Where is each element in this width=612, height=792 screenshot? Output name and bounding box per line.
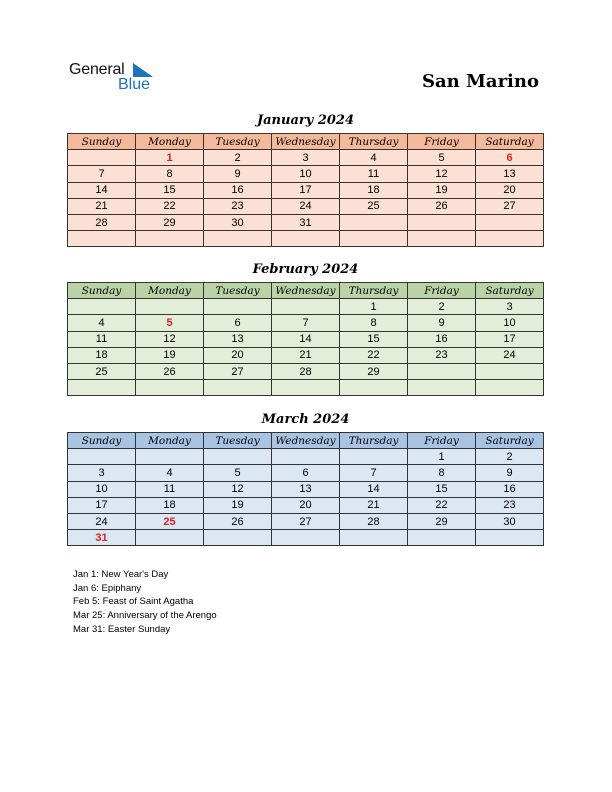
weekday-header: Tuesday (204, 134, 272, 150)
day-cell (272, 299, 340, 315)
day-cell: 18 (340, 182, 408, 198)
day-cell (340, 214, 408, 230)
day-cell: 28 (340, 513, 408, 529)
day-cell (68, 150, 136, 166)
weekday-header: Wednesday (272, 433, 340, 449)
weekday-header: Thursday (340, 134, 408, 150)
weekday-header: Monday (136, 433, 204, 449)
week-row (68, 150, 544, 166)
day-cell (136, 231, 204, 247)
weekday-header: Wednesday (272, 134, 340, 150)
day-cell (408, 231, 476, 247)
holiday-item: Mar 31: Easter Sunday (73, 623, 171, 635)
day-cell: 17 (68, 497, 136, 513)
logo (69, 61, 169, 97)
month-title-march: March 2024 (261, 412, 350, 427)
week-row (68, 363, 544, 379)
day-cell (340, 380, 408, 396)
day-cell: 8 (340, 315, 408, 331)
day-cell: 1 (136, 150, 204, 166)
weekday-header: Friday (408, 134, 476, 150)
day-cell (204, 380, 272, 396)
week-row (68, 315, 544, 331)
holiday-list (73, 568, 217, 637)
holiday-item: Feb 5: Feast of Saint Agatha (73, 596, 194, 608)
day-cell: 9 (408, 315, 476, 331)
day-cell: 8 (136, 166, 204, 182)
day-cell (476, 530, 544, 546)
day-cell: 26 (136, 363, 204, 379)
day-cell: 13 (272, 481, 340, 497)
day-cell (204, 449, 272, 465)
week-row (68, 198, 544, 214)
weekday-header: Friday (408, 283, 476, 299)
day-cell: 27 (272, 513, 340, 529)
day-cell (68, 299, 136, 315)
holiday-item: Jan 1: New Year's Day (73, 569, 169, 580)
day-cell (408, 380, 476, 396)
day-cell (136, 299, 204, 315)
day-cell: 26 (408, 198, 476, 214)
day-cell: 18 (68, 347, 136, 363)
day-cell: 9 (476, 465, 544, 481)
weekday-header: Sunday (68, 283, 136, 299)
weekday-header: Saturday (476, 134, 544, 150)
week-row (68, 497, 544, 513)
week-row (68, 299, 544, 315)
day-cell: 25 (68, 363, 136, 379)
week-row (68, 481, 544, 497)
day-cell: 10 (68, 481, 136, 497)
day-cell: 3 (68, 465, 136, 481)
weekday-header-row (68, 134, 544, 150)
month-title-february: February 2024 (252, 262, 359, 277)
weekday-header: Thursday (340, 283, 408, 299)
day-cell: 31 (68, 530, 136, 546)
day-cell: 11 (68, 331, 136, 347)
day-cell: 12 (408, 166, 476, 182)
day-cell (408, 214, 476, 230)
day-cell (476, 214, 544, 230)
day-cell (204, 530, 272, 546)
day-cell: 18 (136, 497, 204, 513)
day-cell: 23 (476, 497, 544, 513)
logo-word-blue: Blue (118, 76, 151, 93)
week-row (68, 231, 544, 247)
day-cell: 7 (68, 166, 136, 182)
day-cell: 16 (408, 331, 476, 347)
day-cell: 23 (408, 347, 476, 363)
weekday-header: Sunday (68, 433, 136, 449)
month-title-january: January 2024 (256, 113, 354, 128)
day-cell (476, 380, 544, 396)
weekday-header: Saturday (476, 433, 544, 449)
day-cell: 21 (340, 497, 408, 513)
day-cell (408, 530, 476, 546)
weekday-header: Monday (136, 134, 204, 150)
day-cell: 28 (272, 363, 340, 379)
day-cell: 19 (204, 497, 272, 513)
weekday-header: Sunday (68, 134, 136, 150)
day-cell (136, 449, 204, 465)
day-cell: 15 (136, 182, 204, 198)
day-cell: 27 (476, 198, 544, 214)
day-cell: 29 (408, 513, 476, 529)
day-cell: 15 (408, 481, 476, 497)
day-cell (68, 449, 136, 465)
day-cell: 19 (408, 182, 476, 198)
day-cell (204, 231, 272, 247)
day-cell: 22 (136, 198, 204, 214)
day-cell: 3 (476, 299, 544, 315)
day-cell: 5 (408, 150, 476, 166)
week-row (68, 530, 544, 546)
day-cell: 17 (272, 182, 340, 198)
day-cell: 30 (204, 214, 272, 230)
day-cell: 4 (340, 150, 408, 166)
weekday-header: Tuesday (204, 283, 272, 299)
day-cell (68, 231, 136, 247)
day-cell: 16 (476, 481, 544, 497)
week-row (68, 166, 544, 182)
weekday-header: Monday (136, 283, 204, 299)
weekday-header: Thursday (340, 433, 408, 449)
day-cell: 20 (476, 182, 544, 198)
day-cell: 8 (408, 465, 476, 481)
day-cell: 5 (136, 315, 204, 331)
week-row (68, 182, 544, 198)
day-cell: 21 (272, 347, 340, 363)
day-cell: 25 (340, 198, 408, 214)
day-cell: 27 (204, 363, 272, 379)
day-cell: 20 (272, 497, 340, 513)
week-row (68, 465, 544, 481)
day-cell: 24 (272, 198, 340, 214)
day-cell: 14 (340, 481, 408, 497)
day-cell: 24 (68, 513, 136, 529)
day-cell (340, 231, 408, 247)
day-cell (68, 380, 136, 396)
day-cell: 12 (136, 331, 204, 347)
day-cell (272, 231, 340, 247)
day-cell: 19 (136, 347, 204, 363)
day-cell: 7 (340, 465, 408, 481)
day-cell (476, 231, 544, 247)
day-cell: 26 (204, 513, 272, 529)
day-cell: 2 (408, 299, 476, 315)
weekday-header: Friday (408, 433, 476, 449)
calendar-february (67, 282, 544, 396)
day-cell (204, 299, 272, 315)
day-cell: 11 (136, 481, 204, 497)
day-cell: 4 (136, 465, 204, 481)
day-cell (340, 530, 408, 546)
day-cell (136, 530, 204, 546)
day-cell: 28 (68, 214, 136, 230)
day-cell: 20 (204, 347, 272, 363)
holiday-item: Jan 6: Epiphany (73, 582, 142, 594)
day-cell: 6 (476, 150, 544, 166)
day-cell: 14 (272, 331, 340, 347)
day-cell: 2 (204, 150, 272, 166)
logo-word-general: General (69, 61, 125, 78)
day-cell: 10 (272, 166, 340, 182)
day-cell: 23 (204, 198, 272, 214)
day-cell: 11 (340, 166, 408, 182)
calendar-january (67, 133, 544, 247)
day-cell: 3 (272, 150, 340, 166)
day-cell: 22 (408, 497, 476, 513)
day-cell (272, 530, 340, 546)
day-cell (340, 449, 408, 465)
day-cell (136, 380, 204, 396)
day-cell: 6 (272, 465, 340, 481)
week-row (68, 214, 544, 230)
calendar-march (67, 432, 544, 546)
day-cell (408, 363, 476, 379)
day-cell: 15 (340, 331, 408, 347)
day-cell: 17 (476, 331, 544, 347)
day-cell: 5 (204, 465, 272, 481)
day-cell: 29 (136, 214, 204, 230)
weekday-header: Tuesday (204, 433, 272, 449)
day-cell (272, 380, 340, 396)
day-cell: 30 (476, 513, 544, 529)
day-cell: 24 (476, 347, 544, 363)
weekday-header: Wednesday (272, 283, 340, 299)
day-cell: 16 (204, 182, 272, 198)
day-cell: 10 (476, 315, 544, 331)
week-row (68, 449, 544, 465)
day-cell: 21 (68, 198, 136, 214)
week-row (68, 347, 544, 363)
day-cell: 14 (68, 182, 136, 198)
day-cell: 1 (340, 299, 408, 315)
day-cell (272, 449, 340, 465)
day-cell: 6 (204, 315, 272, 331)
weekday-header: Saturday (476, 283, 544, 299)
day-cell (476, 363, 544, 379)
day-cell: 22 (340, 347, 408, 363)
weekday-header-row (68, 283, 544, 299)
day-cell: 13 (204, 331, 272, 347)
week-row (68, 331, 544, 347)
day-cell: 2 (476, 449, 544, 465)
day-cell: 4 (68, 315, 136, 331)
week-row (68, 513, 544, 529)
day-cell: 9 (204, 166, 272, 182)
day-cell: 29 (340, 363, 408, 379)
day-cell: 1 (408, 449, 476, 465)
holiday-item: Mar 25: Anniversary of the Arengo (73, 610, 217, 622)
week-row (68, 380, 544, 396)
day-cell: 13 (476, 166, 544, 182)
day-cell: 31 (272, 214, 340, 230)
day-cell: 25 (136, 513, 204, 529)
day-cell: 12 (204, 481, 272, 497)
day-cell: 7 (272, 315, 340, 331)
country-title: San Marino (421, 71, 539, 92)
weekday-header-row (68, 433, 544, 449)
